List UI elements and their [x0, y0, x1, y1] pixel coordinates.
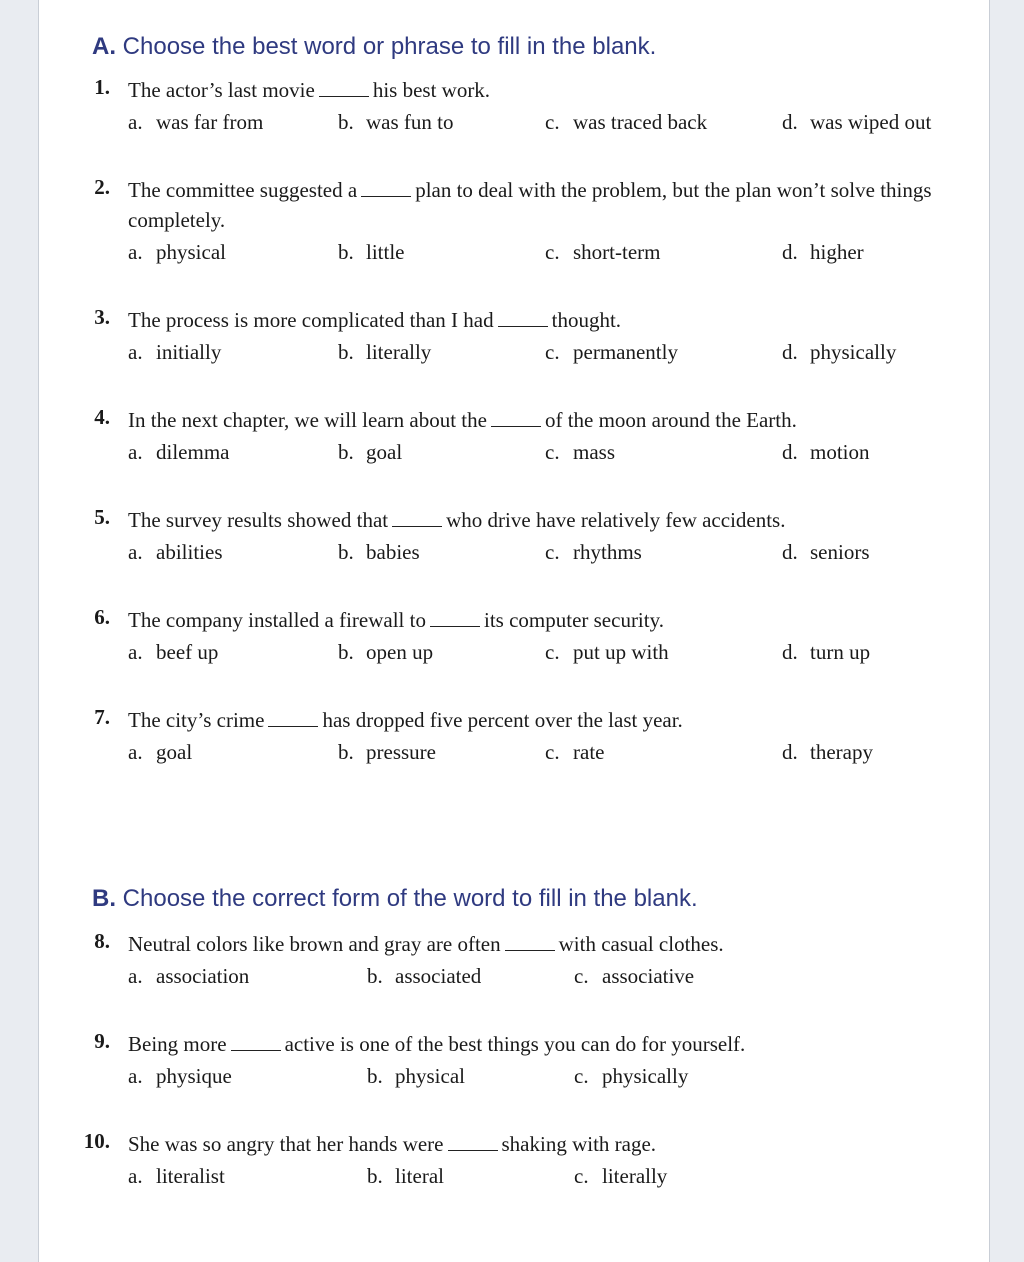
question-number: 5. [94, 505, 110, 529]
option-b[interactable]: b. physical [367, 1064, 465, 1088]
question-10 [0, 1129, 1024, 1189]
option-c[interactable]: c. put up with [545, 640, 669, 664]
question-text: The actor’s last movie his best work. [128, 78, 491, 102]
answer-blank[interactable] [448, 1136, 498, 1151]
option-b[interactable]: b. goal [338, 440, 403, 464]
option-a[interactable]: a. was far from [128, 110, 264, 134]
answer-blank[interactable] [498, 312, 548, 327]
question-number: 7. [94, 705, 110, 729]
option-d[interactable]: d. seniors [782, 540, 870, 564]
option-b[interactable]: b. pressure [338, 740, 436, 764]
answer-blank[interactable] [268, 712, 318, 727]
question-number: 1. [94, 75, 110, 99]
option-b[interactable]: b. was fun to [338, 110, 454, 134]
question-text: Being more active is one of the best things you can do for yourself. [128, 1032, 746, 1056]
section-b-title [92, 885, 698, 913]
option-d[interactable]: d. physically [782, 340, 897, 364]
answer-blank[interactable] [319, 82, 369, 97]
question-1 [0, 75, 1024, 135]
option-a[interactable]: a. initially [128, 340, 222, 364]
option-c[interactable]: c. mass [545, 440, 615, 464]
option-c[interactable]: c. permanently [545, 340, 678, 364]
question-text: Neutral colors like brown and gray are often with casual clothes. [128, 932, 724, 956]
question-2 [0, 175, 1024, 275]
question-text: In the next chapter, we will learn about the of the moon around the Earth. [128, 408, 797, 432]
option-a[interactable]: a. physical [128, 240, 226, 264]
section-b-letter: B. [92, 885, 116, 912]
option-d[interactable]: d. higher [782, 240, 864, 264]
answer-blank[interactable] [430, 612, 480, 627]
option-b[interactable]: b. literally [338, 340, 432, 364]
option-d[interactable]: d. therapy [782, 740, 873, 764]
option-a[interactable]: a. goal [128, 740, 193, 764]
section-a-heading: Choose the best word or phrase to fill in the blank. [122, 33, 657, 60]
section-b-heading: Choose the correct form of the word to fill in the blank. [122, 885, 698, 912]
question-text: The survey results showed that who drive have relatively few accidents. [128, 508, 786, 532]
option-a[interactable]: a. dilemma [128, 440, 230, 464]
answer-blank[interactable] [392, 512, 442, 527]
section-a-title [92, 33, 656, 61]
option-b[interactable]: b. little [338, 240, 405, 264]
question-number: 9. [94, 1029, 110, 1053]
option-a[interactable]: a. association [128, 964, 250, 988]
question-3 [0, 305, 1024, 365]
question-6 [0, 605, 1024, 665]
question-number: 4. [94, 405, 110, 429]
question-text: The process is more complicated than I had thought. [128, 308, 622, 332]
question-text: The company installed a firewall to its computer security. [128, 608, 664, 632]
option-b[interactable]: b. literal [367, 1164, 444, 1188]
question-4 [0, 405, 1024, 465]
question-number: 2. [94, 175, 110, 199]
option-c[interactable]: c. short-term [545, 240, 661, 264]
question-7 [0, 705, 1024, 765]
option-a[interactable]: a. physique [128, 1064, 232, 1088]
option-b[interactable]: b. babies [338, 540, 420, 564]
answer-blank[interactable] [231, 1036, 281, 1051]
option-a[interactable]: a. abilities [128, 540, 223, 564]
question-8 [0, 929, 1024, 989]
section-a-letter: A. [92, 33, 116, 60]
question-number: 3. [94, 305, 110, 329]
option-d[interactable]: d. turn up [782, 640, 871, 664]
question-9 [0, 1029, 1024, 1089]
question-text: The city’s crime has dropped five percent over the last year. [128, 708, 683, 732]
option-a[interactable]: a. literalist [128, 1164, 225, 1188]
question-number: 10. [83, 1129, 110, 1153]
question-number: 6. [94, 605, 110, 629]
option-c[interactable]: c. associative [574, 964, 695, 988]
option-c[interactable]: c. rate [545, 740, 605, 764]
option-b[interactable]: b. associated [367, 964, 482, 988]
question-5 [0, 505, 1024, 565]
answer-blank[interactable] [491, 412, 541, 427]
option-c[interactable]: c. literally [574, 1164, 668, 1188]
option-b[interactable]: b. open up [338, 640, 434, 664]
option-a[interactable]: a. beef up [128, 640, 219, 664]
option-d[interactable]: d. was wiped out [782, 110, 932, 134]
question-text: The committee suggested a plan to deal with the problem, but the plan won’t solve things completely. [128, 178, 932, 232]
option-c[interactable]: c. was traced back [545, 110, 708, 134]
question-number: 8. [94, 929, 110, 953]
option-d[interactable]: d. motion [782, 440, 870, 464]
answer-blank[interactable] [361, 182, 411, 197]
answer-blank[interactable] [505, 936, 555, 951]
option-c[interactable]: c. physically [574, 1064, 689, 1088]
option-c[interactable]: c. rhythms [545, 540, 642, 564]
question-text: She was so angry that her hands were shaking with rage. [128, 1132, 657, 1156]
